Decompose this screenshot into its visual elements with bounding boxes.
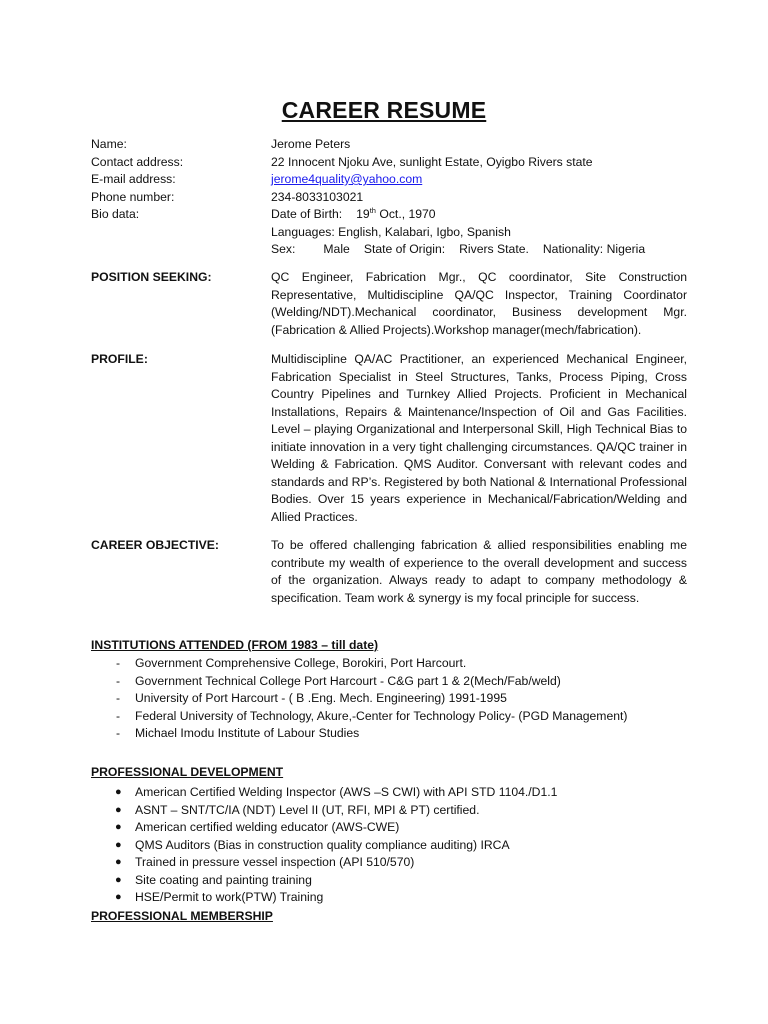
dob-suffix: th — [369, 205, 376, 215]
list-item: ● HSE/Permit to work(PTW) Training — [115, 890, 324, 904]
address-value: 22 Innocent Njoku Ave, sunlight Estate, Oyigbo Rivers state — [271, 155, 593, 169]
nationality-value: Nigeria — [606, 242, 646, 256]
list-item: - Michael Imodu Institute of Labour Studies — [116, 726, 360, 740]
dob-label: Date of Birth: — [271, 207, 343, 221]
nationality-label: Nationality: — [542, 242, 604, 256]
development-list — [91, 784, 691, 907]
phone-label: Phone number: — [91, 190, 175, 204]
list-item: ● Site coating and painting training — [115, 872, 312, 887]
origin-value: Rivers State. — [459, 242, 529, 256]
objective-text: To be offered challenging fabrication & allied responsibilities enabling me contribute my wealth of experience to the overall development and success of the organization. Always ready to adapt to company methodology & specification. Team work & synergy is my focal principle for success. — [271, 538, 687, 605]
institutions-heading: INSTITUTIONS ATTENDED (FROM 1983 – till date) — [91, 638, 379, 652]
dob-line — [271, 206, 687, 224]
list-item: ● American certified welding educator (AWS-CWE) — [115, 820, 400, 834]
position-label: POSITION SEEKING: — [91, 270, 212, 284]
institutions-list — [91, 655, 691, 743]
list-item: - Government Technical College Port Harcourt - C&G part 1 & 2(Mech/Fab/weld) — [116, 673, 561, 688]
position-text: QC Engineer, Fabrication Mgr., QC coordinator, Site Construction Representative, Multidiscipline QA/QC Inspector, Training Coordinator (Welding/NDT).Mechanical coordinator, Business development Mgr. (Fabrication & Allied Projects).Workshop manager(mech/fabrication). — [271, 270, 687, 337]
languages-value: Languages: English, Kalabari, Igbo, Spanish — [271, 225, 511, 239]
name-value: Jerome Peters — [271, 137, 351, 151]
address-label: Contact address: — [91, 155, 184, 169]
origin-label: State of Origin: — [363, 242, 446, 256]
list-item: ● American Certified Welding Inspector (AWS –S CWI) with API STD 1104./D1.1 — [115, 785, 558, 799]
dob-day: 19 — [356, 207, 370, 221]
list-item: ● QMS Auditors (Bias in construction quality compliance auditing) IRCA — [115, 837, 510, 852]
page-title: CAREER RESUME — [281, 97, 487, 123]
list-item: - Government Comprehensive College, Borokiri, Port Harcourt. — [116, 656, 467, 670]
sex-value: Male — [323, 242, 350, 256]
list-item: - Federal University of Technology, Akure,-Center for Technology Policy- (PGD Management) — [116, 708, 628, 723]
dob-rest: Oct., 1970 — [375, 207, 436, 221]
name-label: Name: — [91, 137, 127, 151]
list-item: ● Trained in pressure vessel inspection (API 510/570) — [115, 855, 415, 869]
sex-label: Sex: — [271, 242, 296, 256]
membership-heading: PROFESSIONAL MEMBERSHIP — [91, 909, 273, 923]
list-item: ● ASNT – SNT/TC/IA (NDT) Level II (UT, RFI, MPI & PT) certified. — [115, 802, 480, 817]
objective-label: CAREER OBJECTIVE: — [91, 538, 219, 552]
list-item: - University of Port Harcourt - ( B .Eng. Mech. Engineering) 1991-1995 — [116, 691, 507, 705]
email-link[interactable]: jerome4quality@yahoo.com — [271, 172, 423, 186]
profile-text: Multidiscipline QA/AC Practitioner, an experienced Mechanical Engineer, Fabrication Specialist in Steel Structures, Tanks, Process Piping, Cross Country Pipelines and Turnkey Allied Projects. Proficient in Mechanical Installations, Repairs & Maintenance/Inspection of Oil and Gas Facilities. Level – playing Organizational and Interpersonal Skill, High Technical Bias to initiate innovation in a very tight challenging circumstances. QA/QC trainer in Welding & Fabrication. QMS Auditor. Conversant with relevant codes and standards and RP’s. Registered by both National & International Professional Bodies. Over 15 years experience in Mechanical/Fabrication/Welding and Allied Practices. — [271, 352, 687, 524]
sex-line — [271, 241, 687, 259]
email-label: E-mail address: — [91, 172, 176, 186]
phone-value: 234-8033103021 — [271, 190, 364, 204]
bio-label: Bio data: — [91, 207, 140, 221]
development-heading: PROFESSIONAL DEVELOPMENT — [91, 765, 284, 779]
profile-label: PROFILE: — [91, 352, 148, 366]
